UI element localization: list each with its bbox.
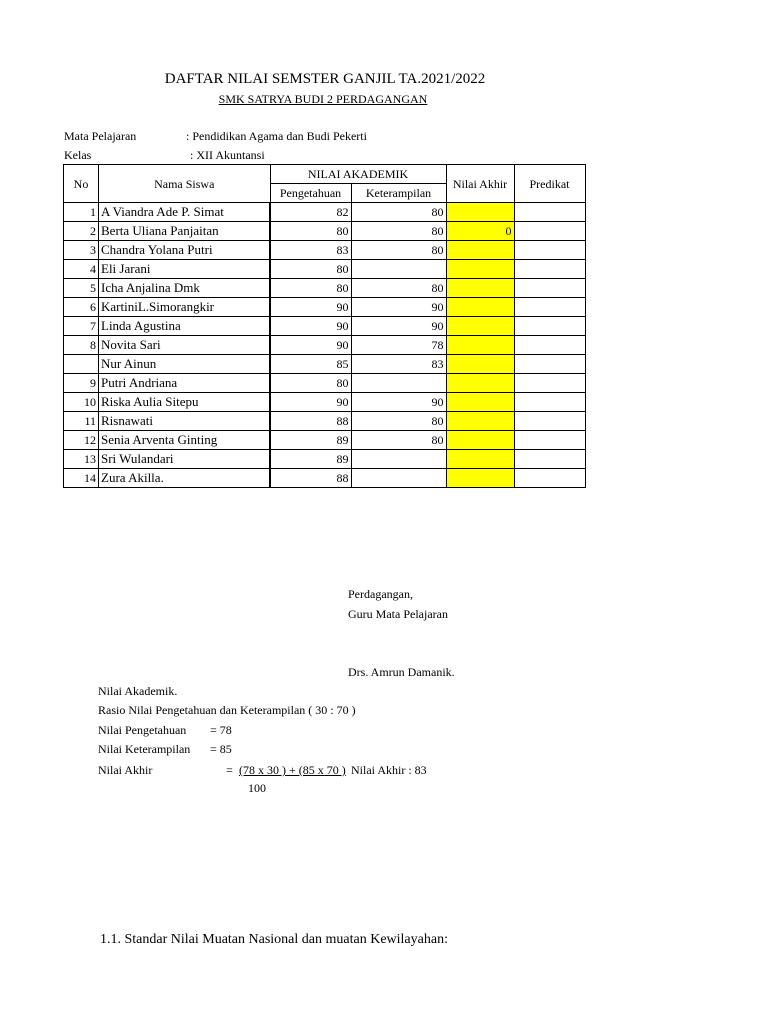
grades-table xyxy=(63,164,586,488)
final-score xyxy=(446,374,514,393)
knowledge-score: 80 xyxy=(270,279,351,298)
row-no: 14 xyxy=(64,469,99,488)
predicate-cell xyxy=(514,374,585,393)
header-academic: NILAI AKADEMIK xyxy=(270,165,446,184)
row-no: 7 xyxy=(64,317,99,336)
skill-score: 80 xyxy=(351,241,446,260)
skill-score: 80 xyxy=(351,203,446,222)
calc-final-eq: = xyxy=(226,763,233,777)
row-no: 6 xyxy=(64,298,99,317)
table-row xyxy=(64,203,586,222)
skill-score: 80 xyxy=(351,412,446,431)
table-row xyxy=(64,412,586,431)
knowledge-score: 83 xyxy=(270,241,351,260)
calc-final-denominator: 100 xyxy=(248,781,266,795)
predicate-cell xyxy=(514,393,585,412)
row-no: 4 xyxy=(64,260,99,279)
row-no: 12 xyxy=(64,431,99,450)
final-score: 0 xyxy=(446,222,514,241)
student-name: Putri Andriana xyxy=(99,374,271,393)
student-name: Sri Wulandari xyxy=(99,450,271,469)
knowledge-score: 85 xyxy=(270,355,351,374)
predicate-cell xyxy=(514,412,585,431)
header-no: No xyxy=(64,165,99,203)
skill-score: 80 xyxy=(351,279,446,298)
predicate-cell xyxy=(514,241,585,260)
student-name: Berta Uliana Panjaitan xyxy=(99,222,271,241)
skill-score: 80 xyxy=(351,222,446,241)
final-score xyxy=(446,431,514,450)
student-name: Zura Akilla. xyxy=(99,469,271,488)
final-score xyxy=(446,393,514,412)
table-row xyxy=(64,450,586,469)
class-value: : XII Akuntansi xyxy=(190,148,265,162)
knowledge-score: 88 xyxy=(270,469,351,488)
knowledge-score: 90 xyxy=(270,298,351,317)
skill-score: 83 xyxy=(351,355,446,374)
knowledge-score: 89 xyxy=(270,431,351,450)
student-name: Risnawati xyxy=(99,412,271,431)
table-row xyxy=(64,355,586,374)
student-name: Riska Aulia Sitepu xyxy=(99,393,271,412)
knowledge-score: 90 xyxy=(270,393,351,412)
calc-knowledge-value: = 78 xyxy=(210,723,232,737)
header-skill: Keterampilan xyxy=(351,184,446,203)
calc-skill-label: Nilai Keterampilan xyxy=(98,742,191,756)
table-row xyxy=(64,298,586,317)
student-name: KartiniL.Simorangkir xyxy=(99,298,271,317)
predicate-cell xyxy=(514,279,585,298)
skill-score: 90 xyxy=(351,393,446,412)
student-name: A Viandra Ade P. Simat xyxy=(99,203,271,222)
predicate-cell xyxy=(514,355,585,374)
predicate-cell xyxy=(514,260,585,279)
student-name: Linda Agustina xyxy=(99,317,271,336)
page-title: DAFTAR NILAI SEMSTER GANJIL TA.2021/2022 xyxy=(164,71,486,87)
final-score xyxy=(446,336,514,355)
final-score xyxy=(446,469,514,488)
skill-score: 90 xyxy=(351,317,446,336)
table-row xyxy=(64,222,586,241)
skill-score: 80 xyxy=(351,431,446,450)
predicate-cell xyxy=(514,450,585,469)
row-no: 8 xyxy=(64,336,99,355)
table-row xyxy=(64,374,586,393)
row-no: 1 xyxy=(64,203,99,222)
signature-name: Drs. Amrun Damanik. xyxy=(348,665,455,679)
calc-ratio: Rasio Nilai Pengetahuan dan Keterampilan ( 30 : 70 ) xyxy=(98,703,356,717)
predicate-cell xyxy=(514,469,585,488)
predicate-cell xyxy=(514,317,585,336)
final-score xyxy=(446,203,514,222)
skill-score xyxy=(351,374,446,393)
final-score xyxy=(446,412,514,431)
subject-value: : Pendidikan Agama dan Budi Pekerti xyxy=(186,129,367,143)
skill-score xyxy=(351,450,446,469)
predicate-cell xyxy=(514,222,585,241)
signature-role: Guru Mata Pelajaran xyxy=(348,607,448,621)
table-row xyxy=(64,241,586,260)
student-name: Nur Ainun xyxy=(99,355,271,374)
section-title: 1.1. Standar Nilai Muatan Nasional dan muatan Kewilayahan: xyxy=(100,932,448,947)
final-score xyxy=(446,450,514,469)
row-no: 11 xyxy=(64,412,99,431)
final-score xyxy=(446,317,514,336)
row-no: 2 xyxy=(64,222,99,241)
skill-score xyxy=(351,469,446,488)
knowledge-score: 89 xyxy=(270,450,351,469)
student-name: Novita Sari xyxy=(99,336,271,355)
final-score xyxy=(446,260,514,279)
subject-label: Mata Pelajaran xyxy=(64,129,137,143)
row-no: 13 xyxy=(64,450,99,469)
calc-final-label: Nilai Akhir xyxy=(98,763,153,777)
student-name: Senia Arventa Ginting xyxy=(99,431,271,450)
table-row xyxy=(64,469,586,488)
class-label: Kelas xyxy=(64,148,92,162)
predicate-cell xyxy=(514,336,585,355)
final-score xyxy=(446,241,514,260)
row-no: 5 xyxy=(64,279,99,298)
table-row xyxy=(64,336,586,355)
row-no: 9 xyxy=(64,374,99,393)
signature-place: Perdagangan, xyxy=(348,587,413,601)
knowledge-score: 90 xyxy=(270,317,351,336)
calc-knowledge-label: Nilai Pengetahuan xyxy=(98,723,187,737)
final-score xyxy=(446,355,514,374)
student-name: Eli Jarani xyxy=(99,260,271,279)
table-row xyxy=(64,431,586,450)
final-score xyxy=(446,298,514,317)
calc-final-result: Nilai Akhir : 83 xyxy=(351,763,427,777)
calc-heading: Nilai Akademik. xyxy=(98,684,178,698)
knowledge-score: 80 xyxy=(270,374,351,393)
predicate-cell xyxy=(514,431,585,450)
header-name: Nama Siswa xyxy=(99,165,271,203)
knowledge-score: 88 xyxy=(270,412,351,431)
skill-score xyxy=(351,260,446,279)
skill-score: 78 xyxy=(351,336,446,355)
calc-final-numerator: (78 x 30 ) + (85 x 70 ) xyxy=(239,763,346,777)
student-name: Icha Anjalina Dmk xyxy=(99,279,271,298)
school-name: SMK SATRYA BUDI 2 PERDAGANGAN xyxy=(218,92,428,106)
row-no: 10 xyxy=(64,393,99,412)
table-row xyxy=(64,393,586,412)
skill-score: 90 xyxy=(351,298,446,317)
grade-rows xyxy=(64,203,586,488)
table-row xyxy=(64,260,586,279)
table-row xyxy=(64,317,586,336)
knowledge-score: 82 xyxy=(270,203,351,222)
table-row xyxy=(64,279,586,298)
predicate-cell xyxy=(514,203,585,222)
knowledge-score: 90 xyxy=(270,336,351,355)
row-no: 3 xyxy=(64,241,99,260)
row-no xyxy=(64,355,99,374)
knowledge-score: 80 xyxy=(270,222,351,241)
final-score xyxy=(446,279,514,298)
knowledge-score: 80 xyxy=(270,260,351,279)
student-name: Chandra Yolana Putri xyxy=(99,241,271,260)
header-final: Nilai Akhir xyxy=(446,165,514,203)
calc-skill-value: = 85 xyxy=(210,742,232,756)
header-predicate: Predikat xyxy=(514,165,585,203)
header-knowledge: Pengetahuan xyxy=(270,184,351,203)
predicate-cell xyxy=(514,298,585,317)
